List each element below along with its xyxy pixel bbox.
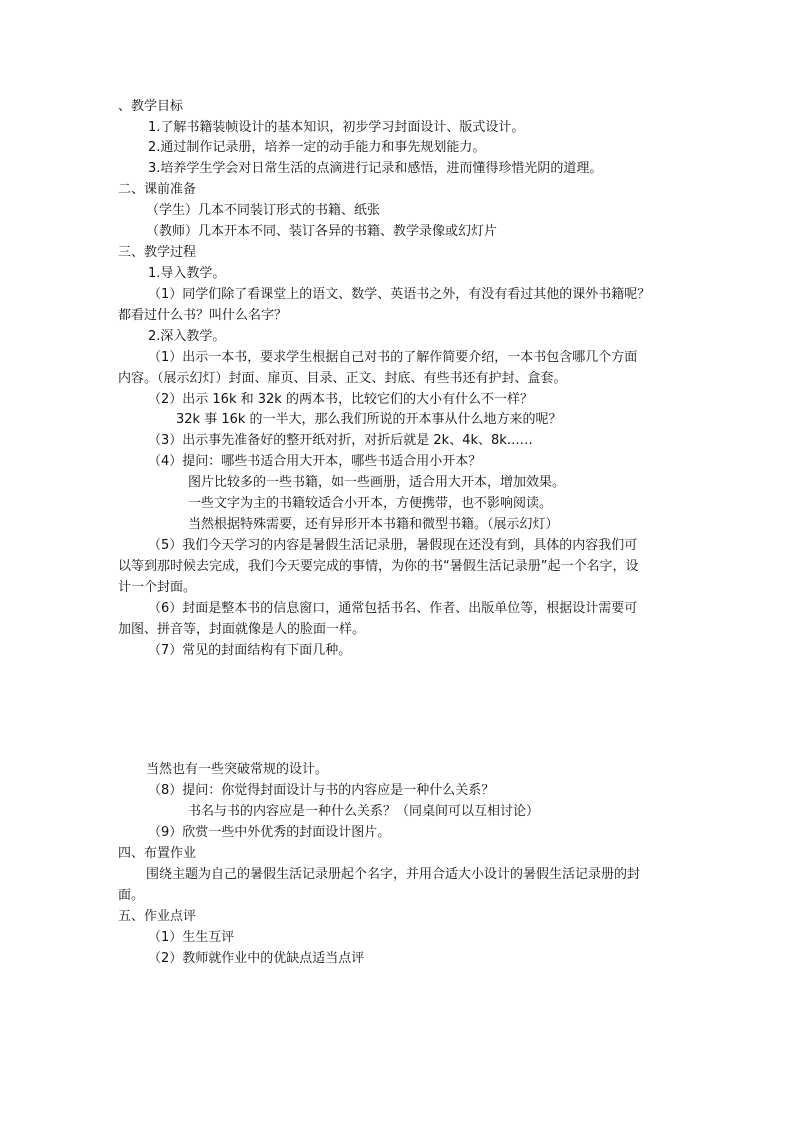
review-item-2: （2）教师就作业中的优缺点适当点评 [148, 951, 365, 966]
section-heading-5: 五、作业点评 [118, 909, 197, 924]
point-8-line-1: （8）提问：你觉得封面设计与书的内容应是一种什么关系？ [148, 783, 495, 798]
review-item-1: （1）生生互评 [148, 930, 235, 945]
unconventional-design-note: 当然也有一些突破常规的设计。 [146, 762, 329, 777]
question-1-line-2: 都看过什么书？叫什么名字？ [118, 308, 288, 323]
point-6-line-1: （6）封面是整本书的信息窗口，通常包括书名、作者、出版单位等，根据设计需要可 [148, 601, 638, 616]
point-5-line-2: 以等到那时候去完成，我们今天要完成的事情，为你的书“暑假生活记录册”起一个名字，设 [118, 559, 639, 574]
point-5-line-1: （5）我们今天学习的内容是暑假生活记录册，暑假现在还没有到，具体的内容我们可 [148, 538, 638, 553]
homework-line-2: 面。 [118, 888, 145, 903]
point-4-line-2: 图片比较多的一些书籍，如一些画册，适合用大开本，增加效果。 [188, 475, 566, 490]
goal-item-3: 3.培养学生学会对日常生活的点滴进行记录和感悟，进而懂得珍惜光阴的道理。 [148, 161, 603, 176]
point-5-line-3: 计一个封面。 [118, 580, 197, 595]
section-heading-2: 二、课前准备 [118, 182, 197, 197]
point-3-line-1: （3）出示事先准备好的整开纸对折，对折后就是 2k、4k、8k…… [148, 433, 533, 448]
point-6-line-2: 加图、拼音等，封面就像是人的脸面一样。 [118, 622, 366, 637]
step-deepen: 2.深入教学。 [148, 329, 226, 344]
section-heading-1: 、教学目标 [118, 99, 184, 114]
goal-item-1: 1.了解书籍装帧设计的基本知识，初步学习封面设计、版式设计。 [148, 120, 525, 135]
point-4-line-4: 当然根据特殊需要，还有异形开本书籍和微型书籍。（展示幻灯） [188, 517, 559, 532]
point-2-line-1: （2）出示 16k 和 32k 的两本书，比较它们的大小有什么不一样？ [148, 392, 533, 407]
prep-item-teacher: （教师）几本开本不同、装订各异的书籍、教学录像或幻灯片 [146, 224, 498, 239]
point-9-line-1: （9）欣赏一些中外优秀的封面设计图片。 [148, 825, 391, 840]
homework-line-1: 围绕主题为自己的暑假生活记录册起个名字，并用合适大小设计的暑假生活记录册的封 [146, 867, 641, 882]
point-8-line-2: 书名与书的内容应是一种什么关系？（同桌间可以互相讨论） [188, 804, 540, 819]
section-heading-3: 三、教学过程 [118, 245, 197, 260]
section-heading-4: 四、布置作业 [118, 846, 197, 861]
point-1-line-1: （1）出示一本书，要求学生根据自己对书的了解作简要介绍，一本书包含哪几个方面 [148, 350, 638, 365]
point-4-line-1: （4）提问：哪些书适合用大开本，哪些书适合用小开本？ [148, 454, 482, 469]
question-1-line-1: （1）同学们除了看课堂上的语文、数学、英语书之外，有没有看过其他的课外书籍呢？ [148, 287, 651, 302]
point-7-line-1: （7）常见的封面结构有下面几种。 [148, 643, 352, 658]
step-intro: 1.导入教学。 [148, 266, 226, 281]
point-1-line-2: 内容。（展示幻灯）封面、扉页、目录、正文、封底、有些书还有护封、盒套。 [118, 371, 567, 386]
point-4-line-3: 一些文字为主的书籍较适合小开本，方便携带，也不影响阅读。 [188, 496, 553, 511]
point-2-line-2: 32k 事 16k 的一半大，那么我们所说的开本事从什么地方来的呢？ [176, 412, 562, 427]
goal-item-2: 2.通过制作记录册，培养一定的动手能力和事先规划能力。 [148, 140, 486, 155]
prep-item-students: （学生）几本不同装订形式的书籍、纸张 [146, 203, 381, 218]
